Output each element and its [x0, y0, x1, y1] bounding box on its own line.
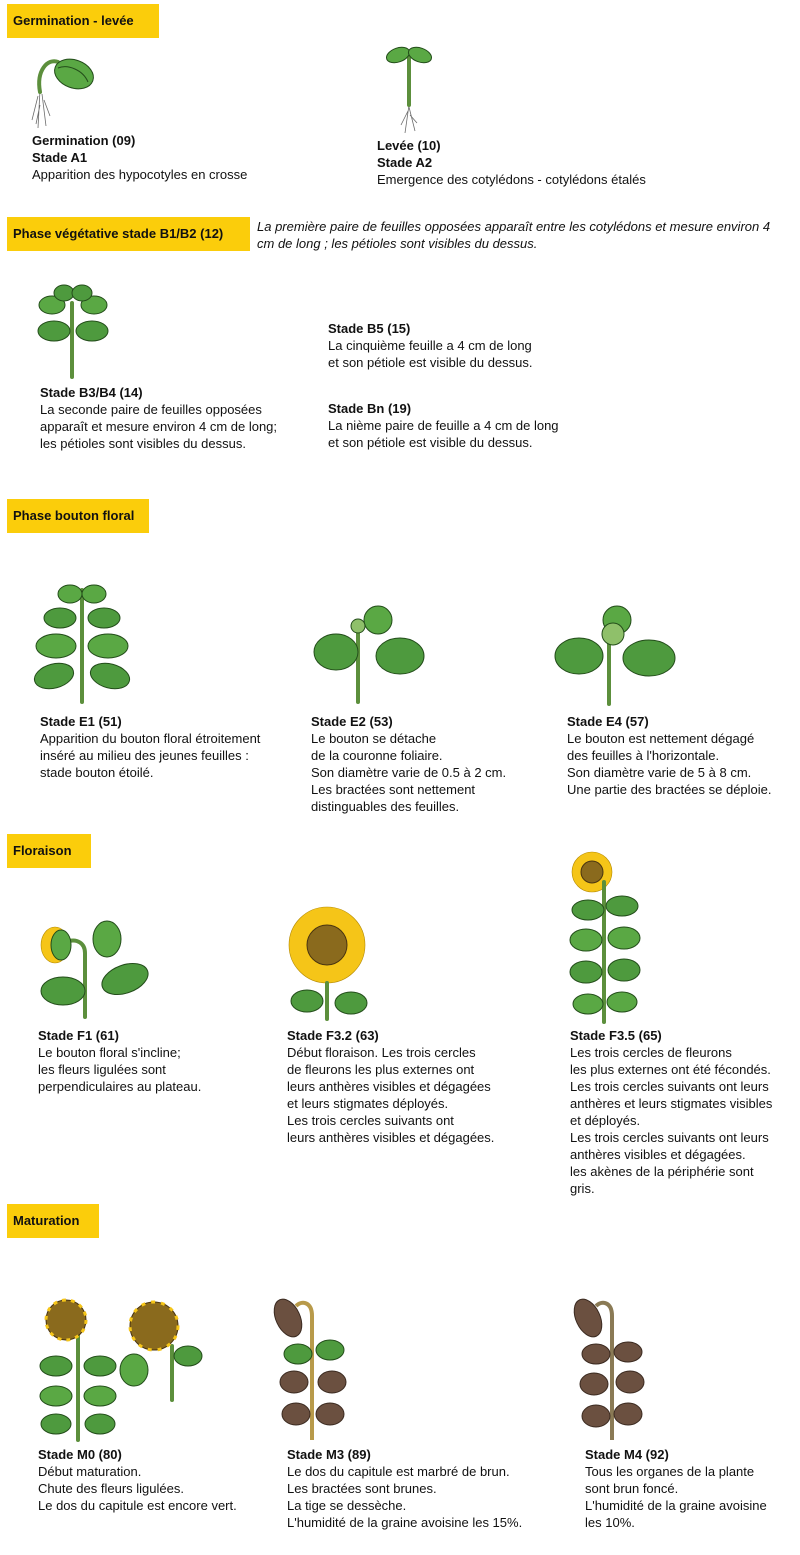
stage-m3	[287, 1446, 522, 1531]
stage-m4	[585, 1446, 767, 1531]
stage-m4-title: Stade M4 (92)	[585, 1447, 669, 1462]
stage-e4-title: Stade E4 (57)	[567, 714, 649, 729]
stage-b3b4	[40, 384, 277, 452]
stage-b5-desc: La cinquième feuille a 4 cm de long et son pétiole est visible du dessus.	[328, 338, 533, 370]
m3-illustration	[270, 1296, 352, 1440]
stage-b5-title: Stade B5 (15)	[328, 321, 411, 336]
stage-e1-title: Stade E1 (51)	[40, 714, 122, 729]
stage-levee-desc: Emergence des cotylédons - cotylédons étalés	[377, 172, 646, 187]
stage-bn	[328, 400, 559, 451]
stage-f35	[570, 1027, 772, 1197]
stage-b3b4-desc: La seconde paire de feuilles opposées apparaît et mesure environ 4 cm de long; les pétioles sont visibles du dessus.	[40, 402, 278, 451]
stage-e1-desc: Apparition du bouton floral étroitement inséré au milieu des jeunes feuilles : stade bouton étoilé.	[40, 731, 261, 780]
b3b4-illustration	[38, 283, 110, 378]
section-header-maturation: Maturation	[7, 1204, 99, 1238]
stage-m0-title: Stade M0 (80)	[38, 1447, 122, 1462]
levee-illustration	[383, 45, 443, 135]
e2-illustration	[312, 600, 426, 702]
stage-germination-title: Germination (09)	[32, 133, 136, 148]
stage-e1	[40, 713, 260, 781]
stage-m3-title: Stade M3 (89)	[287, 1447, 371, 1462]
vegetative-intro: La première paire de feuilles opposées apparaît entre les cotylédons et mesure environ 4 cm de long ; les pétioles sont visibles du dessus.	[257, 219, 771, 251]
section-header-germination: Germination - levée	[7, 4, 159, 38]
stage-f32	[287, 1027, 494, 1146]
stage-germination-desc: Apparition des hypocotyles en crosse	[32, 167, 248, 182]
f1-illustration	[33, 913, 149, 1017]
stage-m4-desc: Tous les organes de la plante sont brun foncé. L'humidité de la graine avoisine les 10%.	[585, 1464, 767, 1530]
section-header-vegetative: Phase végétative stade B1/B2 (12)	[7, 217, 250, 251]
f32-illustration	[287, 907, 371, 1019]
stage-bn-title: Stade Bn (19)	[328, 401, 412, 416]
stage-e2-title: Stade E2 (53)	[311, 714, 393, 729]
section-header-bouton: Phase bouton floral	[7, 499, 149, 533]
stage-f1	[38, 1027, 201, 1095]
stage-f35-desc: Les trois cercles de fleurons les plus externes ont été fécondés. Les trois cercles suivants ont leurs anthères et leurs stigmates visibles et déployés. Les trois cercles suivants ont leurs anthères visibles et dégagées. les akènes de la périphérie sont gris.	[570, 1045, 773, 1196]
stage-e4-desc: Le bouton est nettement dégagé des feuilles à l'horizontale. Son diamètre varie de 5 à 8 cm. Une partie des bractées se déploie.	[567, 731, 772, 797]
stage-germination-code: Stade A1	[32, 150, 88, 165]
stage-b5	[328, 320, 533, 371]
stage-levee-code: Stade A2	[377, 155, 433, 170]
m4-illustration	[572, 1296, 644, 1440]
stage-f1-desc: Le bouton floral s'incline; les fleurs ligulées sont perpendiculaires au plateau.	[38, 1045, 202, 1094]
stage-levee	[377, 137, 646, 188]
germination-illustration	[28, 50, 98, 130]
f35-illustration	[570, 850, 642, 1022]
stage-germination	[32, 132, 247, 183]
stage-bn-desc: La nième paire de feuille a 4 cm de long et son pétiole est visible du dessus.	[328, 418, 559, 450]
stage-e4	[567, 713, 772, 798]
e4-illustration	[553, 598, 677, 704]
stage-e2	[311, 713, 506, 815]
stage-f32-desc: Début floraison. Les trois cercles de fleurons les plus externes ont leurs anthères visibles et dégagées et leurs stigmates déployés. Les trois cercles suivants ont leurs anthères visibles et dégagées.	[287, 1045, 495, 1145]
stage-f1-title: Stade F1 (61)	[38, 1028, 119, 1043]
stage-f35-title: Stade F3.5 (65)	[570, 1028, 662, 1043]
stage-f32-title: Stade F3.2 (63)	[287, 1028, 379, 1043]
stage-b3b4-title: Stade B3/B4 (14)	[40, 385, 143, 400]
stage-levee-title: Levée (10)	[377, 138, 441, 153]
stage-m0-desc: Début maturation. Chute des fleurs ligulées. Le dos du capitule est encore vert.	[38, 1464, 237, 1513]
e1-illustration	[32, 578, 130, 702]
stage-m3-desc: Le dos du capitule est marbré de brun. Les bractées sont brunes. La tige se dessèche. L'humidité de la graine avoisine les 15%.	[287, 1464, 523, 1530]
stage-e2-desc: Le bouton se détache de la couronne foliaire. Son diamètre varie de 0.5 à 2 cm. Les bractées sont nettement distinguables des feuilles.	[311, 731, 507, 814]
section-header-floraison: Floraison	[7, 834, 91, 868]
m0-illustration	[38, 1296, 204, 1440]
stage-m0	[38, 1446, 237, 1514]
